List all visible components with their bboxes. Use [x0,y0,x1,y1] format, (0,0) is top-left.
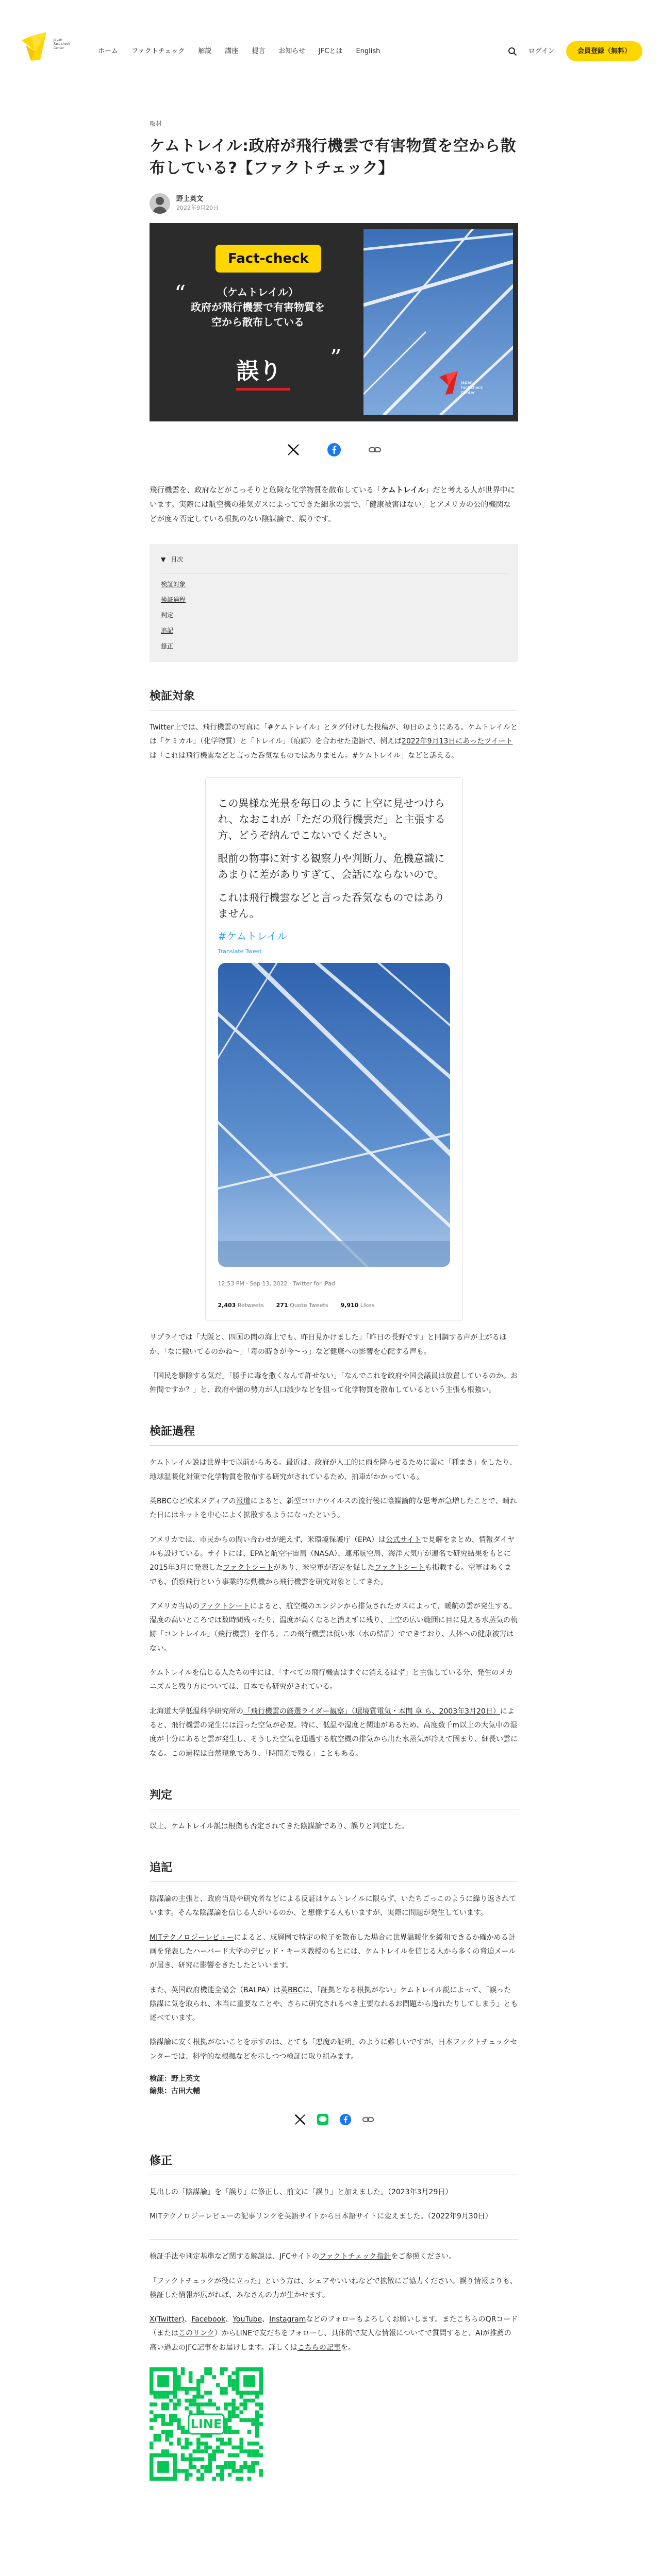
tweet-link[interactable]: 2022年9月13日にあったツイート [402,737,513,746]
paragraph: Twitter上では、飛行機雲の写真に「#ケムトレイル」とタグ付けした投稿が、毎日のようにある。ケムトレイルとは「ケミカル」（化学物質）と「トレイル」（痕跡）を合わせた造語で、例えば2022年9月13日にあったツイートは「これは飛行機雲などと言った呑気なものではありません。#ケムトレイル」などと訴える。 [150,723,518,760]
nav-english[interactable]: English [356,47,380,55]
paragraph: 検証手法や判定基準など関する解説は、JFCサイトのファクトチェック指針をご参照ください。 [150,2252,456,2261]
table-of-contents [150,544,518,662]
x-share-icon[interactable] [287,443,300,456]
article [150,118,518,2485]
mit-review-link[interactable]: MITテクノロジーレビュー [150,1933,234,1942]
toc-toggle-icon: ▼ [161,556,166,564]
facebook-share-icon[interactable] [339,2113,352,2126]
toc-item[interactable]: 検証対象 [161,580,186,588]
embedded-tweet[interactable] [205,777,463,1320]
article-link[interactable]: こちらの記事 [297,2343,341,2352]
paragraph: 「国民を駆除する気だ」「勝手に毒を撒くなんて許せない」「なんでこれを政府や国会議員は放置しているのか。お仲間ですか？」と、政府や闇の勢力が人口減少などを狙って化学物質を散布しているという主張も根強い。 [150,1371,518,1395]
epa-site-link[interactable]: 公式サイト [385,1535,421,1544]
line-share-icon[interactable] [317,2113,329,2126]
toc-toggle[interactable]: ▼ 目次 [161,554,507,566]
nav-course[interactable]: 講座 [225,47,239,55]
youtube-link[interactable]: YouTube [233,2315,262,2324]
tweet-text: この異様な光景を毎日のように上空に見せつけられ、なおこれが「ただの飛行機雲だ」と主張する方、どうぞ納んでこないでください。 眼前の物事に対する観察力や判断力、危機意識にあまりに差がありすぎて、会話にならないので。 これは飛行機雲などと言った呑気なものではありません。 [218,796,445,920]
tweet-stats [218,1300,450,1311]
share-bar [150,442,518,457]
section-heading-target: 検証対象 [150,688,518,710]
facebook-link[interactable]: Facebook [191,2315,226,2324]
factsheet-link[interactable]: ファクトシート [223,1564,274,1572]
tweet-timestamp: 12:53 PM · Sep 13, 2022 · Twitter for iPad [218,1280,335,1287]
twitter-link[interactable]: X(Twitter) [150,2315,185,2324]
paragraph: 陰謀論に安く根拠がないことを示すのは、とても「悪魔の証明」のように難しいですが、日本ファクトチェックセンターでは、科学的な根拠などを示しつつ検証に取り組みます。 [150,2038,518,2061]
qr-line-label: LINE [190,2417,222,2432]
paragraph: また、英国政府機能全協会（BALPA）は英BBCに、「証拠となる根拠がない」ケムトレイル説によって、「誤った陰謀に気を取られ、本当に重要なことや、さらに研究されるべき主要なれるお問題から逸れたりしてしまう」とも述べています。 [150,1986,518,2023]
tweet-hashtag[interactable]: #ケムトレイル [218,929,288,942]
login-link[interactable]: ログイン [528,47,555,55]
nav-news[interactable]: お知らせ [278,47,306,55]
paragraph: 見出しの「陰謀論」を「誤り」に修正し、前文に「誤り」と加えました。（2023年3月29日） [150,2188,453,2196]
toc-item[interactable]: 判定 [161,611,174,619]
x-share-icon[interactable] [294,2113,306,2126]
divider [150,2239,518,2240]
article-category[interactable]: 取材 [150,120,162,127]
hero-image [150,223,518,421]
site-header [0,0,662,77]
nav-explainer[interactable]: 解説 [198,47,212,55]
checker-credit: 検証：野上英文 [150,2075,200,2083]
factcheck-badge: Fact-check [216,245,321,273]
paragraph: 陰謀論の主張と、政府当局や研究者などによる反証はケムトレイルに限らず、いたちごっこのように繰り返されています。そんな陰謀論を信じる人がいるのか、と想像する人もいますが、実際に問題が発生しています。 [150,1895,517,1918]
paragraph: X(Twitter)、Facebook、YouTube、Instagramなどのフォローもよろしくお願いします。またこちらのQRコード（またはこのリンク）からLINEで友だちをフォローし、具体的で友人な情報についてで質問すると、AIが推薦の高い過去のJFC記事をお届けします。詳しくはこちらの記事を。 [150,2315,518,2352]
section-heading-addendum: 追記 [150,1859,518,1882]
copy-link-icon[interactable] [368,443,382,456]
retweet-count: 2,403 Retweets [218,1302,264,1309]
bbc-link[interactable]: 英BBC [280,1986,303,1994]
paragraph: ケムトレイル説は世界中で以前からある。最近は、政府が人工的に雨を降らせるために雲に「種まき」をしたり、地球温暖化対策で化学物質を散布する研究がされているため、拍車がかかっている。 [150,1459,517,1481]
credits [150,2073,518,2098]
tweet-photo[interactable] [218,963,450,1267]
jfc-logo-icon [438,370,459,396]
toc-item[interactable]: 追記 [161,626,174,634]
paragraph: アメリカ当局のファクトシートによると、航空機のエンジンから排気されたガスによって、暖航の雲が発生する。湿度の高いところでは数時間残ったり、温度が高くなると消えずに残り、上空の広い範囲に目に見える水蒸気の軌跡「コントレイル」（飛行機雲）を作る。この飛行機雲は低い氷（水の結晶）でできており、人体への健康被害はない。 [150,1602,518,1653]
join-button[interactable]: 会員登録（無料） [566,41,642,61]
paragraph: MITテクノロジーレビューによると、成層圏で特定の粒子を散布した場合に世界温暖化を緩和できるか確かめる計画を発表したハーバード大学のデビッド・キース教授のもとには、ケムトレイルを信じる人から多くの脅迫メールが届き、研究に影響をきたしたといいます。 [150,1933,516,1970]
paragraph: 北海道大学低温科学研究所の「飛行機雲の厳選ライダー観察」（環境質電気・本間 章 ら、2003年3月20日）によると、飛行機雲の発生には湿った空気が必要。特に、低温や湿度と関連があるため、高度数千m以上の大気中の湿度が十分にあると雲が発生し、そうした空気を通過する航空機の排気から出た水蒸気が冷えて固まり、細長い雲になる。この過程は自然現象であり、「時間差で残る」こともある。 [150,1707,518,1758]
paragraph: MITテクノロジーレビューの記事リンクを英語サイトから日本語サイトに変えました。（2022年9月30日） [150,2212,492,2221]
translate-tweet-link[interactable]: Translate Tweet [218,947,262,955]
verdict-label: 誤り [236,358,282,384]
toc-item[interactable]: 修正 [161,642,174,650]
hokkaido-paper-link[interactable]: 「飛行機雲の厳選ライダー観察」（環境質電気・本間 章 ら、2003年3月20日） [243,1707,500,1716]
quote-close-icon: ” [330,344,342,371]
paragraph: アメリカでは、市民からの問い合わせが絶えず、米環境保護庁（EPA）は公式サイトで見解をまとめ、情報ダイヤルも設けている。サイトには、EPAと航空宇宙局（NASA）、連邦航空局、海洋大気庁が連名で研究結果をもとに2015年3月に発表したファクトシートがあり、米空軍が否定を促したファクトシートも掲載する。空軍はあくまでも、偵察飛行という事業的な動機から飛行機雲を研究対象としてきた。 [150,1535,515,1586]
quote-open-icon: “ [174,280,186,307]
lead-paragraph: 飛行機雲を、政府などがこっそりと危険な化学物質を散布している「ケムトレイル」だと考える人が世界中にいます。実際には航空機の排気ガスによってできた細氷の雲で、「健康被害はない」とアメリカの公的機関などが度々否定している根拠のない陰謀論で、誤りです。 [150,486,515,524]
facebook-share-icon[interactable] [327,443,341,457]
nav-factcheck[interactable]: ファクトチェック [131,47,185,55]
nav-about[interactable]: JFCとは [319,47,343,55]
logo-check-icon [20,31,51,62]
nav-proposal[interactable]: 提言 [252,47,266,55]
paragraph: ケムトレイルを信じる人たちの中には、「すべての飛行機雲はすぐに消えるはず」と主張している分、発生のメカニズムと残り方については、日本でも研究がされている。 [150,1669,514,1691]
quote-count: 271 Quote Tweets [276,1302,328,1309]
toc-item[interactable]: 検証過程 [161,596,186,603]
paragraph: 英BBCなど欧米メディアの報道によると、新型コロナウイルスの流行後に陰謀論的な思考が急増したことで、晴れた日にはネットを中心によく拡散するようになったという。 [150,1497,517,1520]
section-heading-process: 検証過程 [150,1423,518,1446]
line-link[interactable]: このリンク [178,2329,214,2338]
factsheet-link[interactable]: ファクトシート [200,1602,250,1611]
author-block [150,193,518,214]
verdict-underline [236,388,290,391]
article-title: ケムトレイル:政府が飛行機雲で有害物質を空から散布している?【ファクトチェック】 [150,137,516,178]
author-name[interactable]: 野上英文 [176,195,204,203]
factsheet-link[interactable]: ファクトシート [374,1564,425,1572]
section-heading-verdict: 判定 [150,1787,518,1809]
like-count: 9,910 Likes [340,1302,375,1309]
author-avatar [150,193,170,214]
instagram-link[interactable]: Instagram [269,2315,306,2324]
bbc-report-link[interactable]: 報道 [236,1497,251,1506]
site-logo[interactable] [20,31,76,65]
publish-date: 2022年9月20日 [176,204,219,211]
search-icon[interactable] [508,47,517,56]
copy-link-icon[interactable] [362,2113,374,2126]
hero-claim: （ケムトレイル） 政府が飛行機雲で有害物質を 空から散布している [191,285,325,328]
paragraph: 「ファクトチェックが役に立った」という方は、シェアやいいねなどで拡散にご協力ください。誤り情報よりも、検証した情報が広がれば、みなさんの力が生かせます。 [150,2277,518,2299]
guideline-link[interactable]: ファクトチェック指針 [319,2252,391,2261]
section-heading-correction: 修正 [150,2153,518,2175]
paragraph: リプライでは「大阪と、四国の間の海上でも、昨日見かけました」「昨日の長野です」と同調する声が上がるほか、「なに撒いてるのかね〜」「毒の蒔きが今〜っ」など健康への影響を心配する声も。 [150,1333,507,1356]
main-nav [98,45,380,57]
share-bar-bottom [150,2112,518,2127]
paragraph: 以上、ケムトレイル説は根拠も否定されてきた陰謀論であり、誤りと判定した。 [150,1822,409,1831]
nav-home[interactable]: ホーム [98,47,119,55]
hero-logo-text: Japan Fact-check Center [461,380,483,396]
line-qr-code[interactable] [150,2367,263,2481]
logo-text: Japan Fact-check Center [54,38,70,50]
editor-credit: 編集：古田大輔 [150,2087,200,2095]
